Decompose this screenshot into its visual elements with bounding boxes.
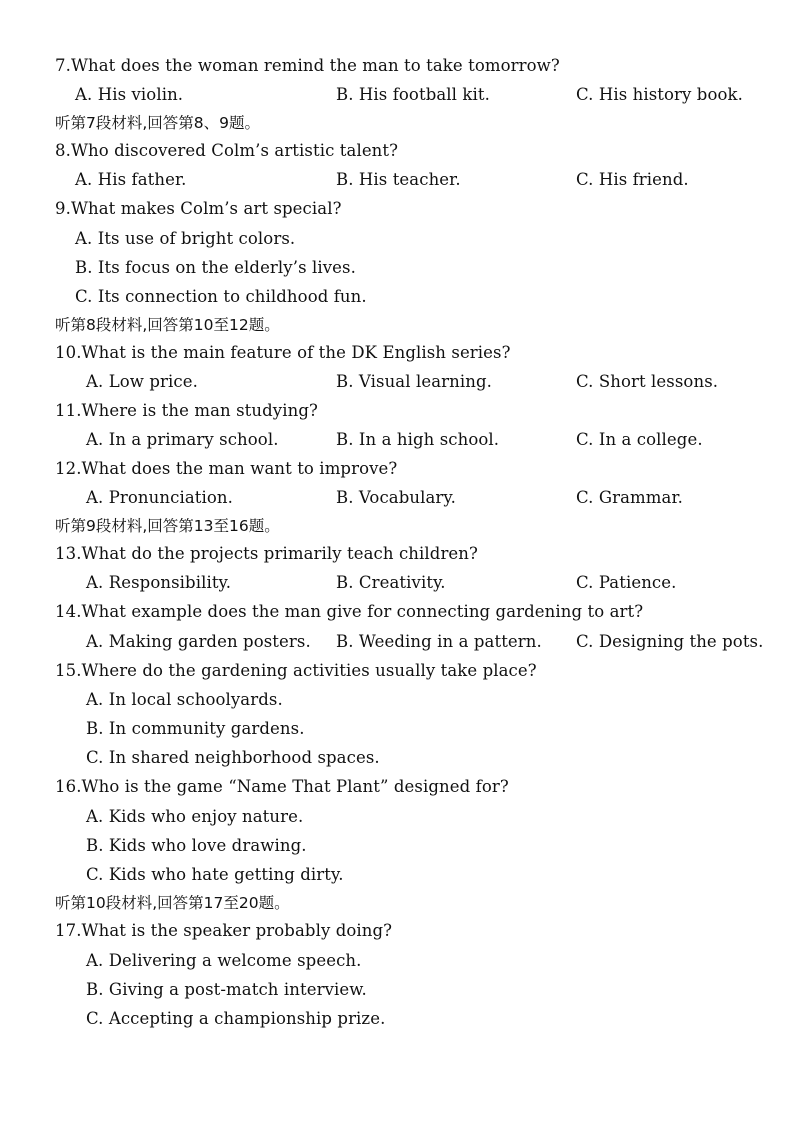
option-c: C. His friend. xyxy=(576,170,689,189)
option-a: A. His violin. xyxy=(75,85,184,104)
section-header: 听第9段材料,回答第13至16题。 xyxy=(55,517,280,535)
option-a: A. Low price. xyxy=(86,372,198,391)
option-b: B. Creativity. xyxy=(336,573,446,592)
option-c: C. Accepting a championship prize. xyxy=(86,1009,386,1028)
option-b: B. His football kit. xyxy=(336,85,490,104)
option-b: B. Kids who love drawing. xyxy=(86,836,307,855)
option-b: B. His teacher. xyxy=(336,170,461,189)
option-b: B. Weeding in a pattern. xyxy=(336,632,542,651)
question-stem: 12.What does the man want to improve? xyxy=(55,459,398,478)
question-stem: 8.Who discovered Colm’s artistic talent? xyxy=(55,141,399,160)
option-a: A. Responsibility. xyxy=(86,573,232,592)
question-stem: 7.What does the woman remind the man to take tomorrow? xyxy=(55,56,560,75)
question-stem: 13.What do the projects primarily teach children? xyxy=(55,544,478,563)
option-a: A. Pronunciation. xyxy=(86,488,233,507)
option-c: C. Designing the pots. xyxy=(576,632,764,651)
question-stem: 17.What is the speaker probably doing? xyxy=(55,921,393,940)
option-b: B. Its focus on the elderly’s lives. xyxy=(75,258,356,277)
option-c: C. Patience. xyxy=(576,573,677,592)
option-a: A. Delivering a welcome speech. xyxy=(86,951,362,970)
option-b: B. In community gardens. xyxy=(86,719,305,738)
option-a: A. In a primary school. xyxy=(86,430,279,449)
option-c: C. In a college. xyxy=(576,430,703,449)
option-c: C. Grammar. xyxy=(576,488,683,507)
option-b: B. Visual learning. xyxy=(336,372,492,391)
option-b: B. Giving a post-match interview. xyxy=(86,980,367,999)
option-b: B. In a high school. xyxy=(336,430,500,449)
option-c: C. Kids who hate getting dirty. xyxy=(86,865,344,884)
option-c: C. In shared neighborhood spaces. xyxy=(86,748,380,767)
question-stem: 15.Where do the gardening activities usually take place? xyxy=(55,661,537,680)
option-a: A. Its use of bright colors. xyxy=(75,229,296,248)
question-stem: 14.What example does the man give for connecting gardening to art? xyxy=(55,602,644,621)
question-stem: 16.Who is the game “Name That Plant” designed for? xyxy=(55,777,509,796)
section-header: 听第8段材料,回答第10至12题。 xyxy=(55,316,280,334)
question-stem: 11.Where is the man studying? xyxy=(55,401,318,420)
option-a: A. Kids who enjoy nature. xyxy=(86,807,304,826)
question-stem: 10.What is the main feature of the DK English series? xyxy=(55,343,511,362)
option-c: C. Short lessons. xyxy=(576,372,719,391)
option-a: A. In local schoolyards. xyxy=(86,690,283,709)
question-stem: 9.What makes Colm’s art special? xyxy=(55,199,342,218)
option-a: A. His father. xyxy=(75,170,187,189)
option-c: C. His history book. xyxy=(576,85,743,104)
option-b: B. Vocabulary. xyxy=(336,488,456,507)
option-c: C. Its connection to childhood fun. xyxy=(75,287,367,306)
section-header: 听第7段材料,回答第8、9题。 xyxy=(55,114,261,132)
section-header: 听第10段材料,回答第17至20题。 xyxy=(55,894,290,912)
option-a: A. Making garden posters. xyxy=(86,632,311,651)
